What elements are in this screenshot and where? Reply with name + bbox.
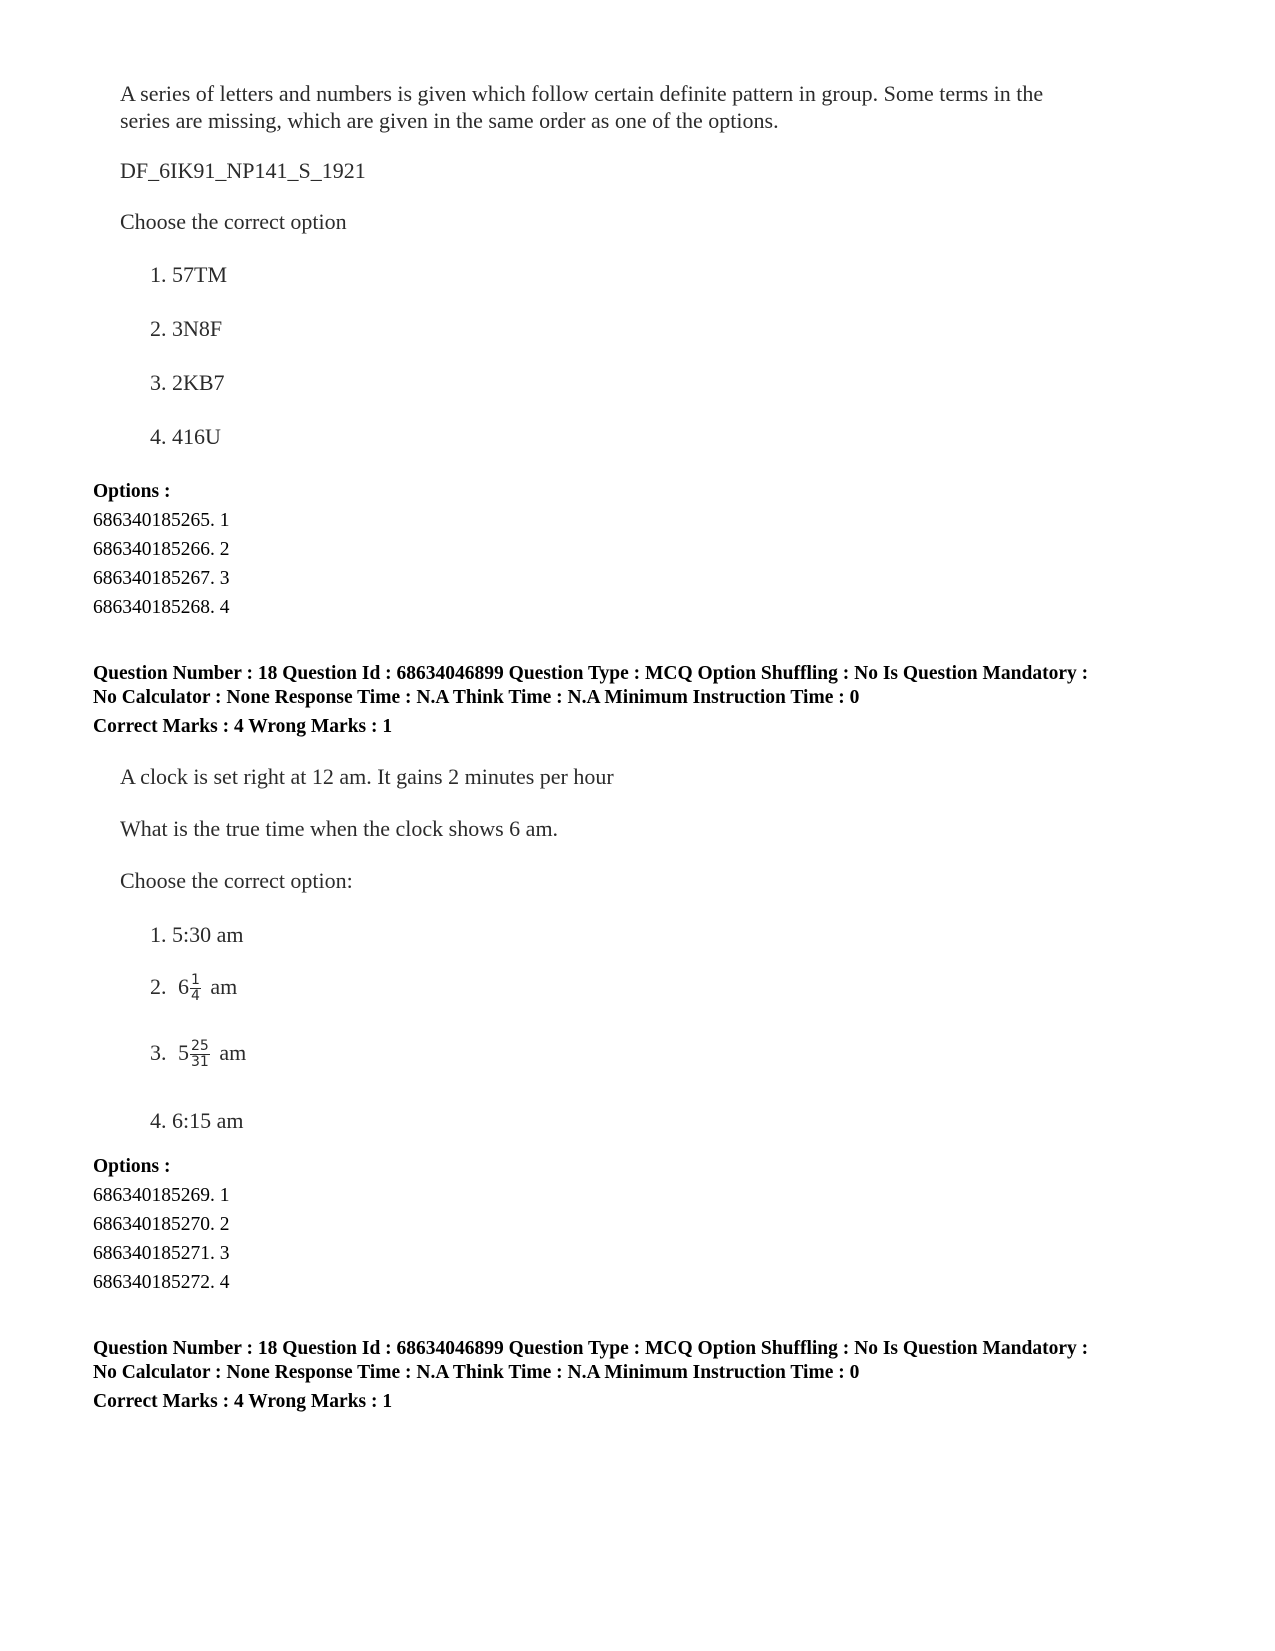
- meta-marks: Correct Marks : 4 Wrong Marks : 1: [93, 1391, 393, 1412]
- question-1-stem-line-2: series are missing, which are given in the same order as one of the options.: [120, 108, 779, 133]
- meta-line-1: Question Number : 18 Question Id : 68634046899 Question Type : MCQ Option Shuffling : No Is Question Mandatory :: [93, 663, 1089, 684]
- choice-3-number: 3.: [150, 1040, 167, 1065]
- question-1-prompt: Choose the correct option: [120, 209, 347, 234]
- fraction-numerator: 1: [191, 972, 200, 989]
- question-1-stem-line-1: A series of letters and numbers is given which follow certain definite pattern in group. Some terms in the: [120, 81, 1044, 106]
- question-2-choice-1: 1. 5:30 am: [150, 922, 244, 947]
- choice-2-fraction: [190, 973, 201, 1004]
- question-meta-2: [93, 1337, 1088, 1414]
- option-item: 686340185271. 3: [93, 1243, 230, 1264]
- question-1-choice-4: 4. 416U: [150, 424, 221, 449]
- fraction-denominator: 31: [191, 1054, 209, 1071]
- choice-3-suffix: am: [219, 1040, 247, 1065]
- question-2-choice-4: 4. 6:15 am: [150, 1108, 244, 1133]
- question-1-choice-3: 3. 2KB7: [150, 370, 225, 395]
- meta-line-2: No Calculator : None Response Time : N.A Think Time : N.A Minimum Instruction Time : 0: [93, 1362, 860, 1383]
- question-2-stem-line-1: A clock is set right at 12 am. It gains 2 minutes per hour: [120, 764, 614, 789]
- options-header: Options :: [93, 481, 171, 502]
- question-2-choice-2: [150, 973, 237, 1004]
- choice-2-suffix: am: [210, 974, 238, 999]
- option-item: 686340185266. 2: [93, 539, 230, 560]
- meta-line-1: Question Number : 18 Question Id : 68634046899 Question Type : MCQ Option Shuffling : No Is Question Mandatory :: [93, 1338, 1089, 1359]
- question-2-prompt: Choose the correct option:: [120, 868, 353, 893]
- question-2-stem-line-2: What is the true time when the clock shows 6 am.: [120, 816, 559, 841]
- fraction-denominator: 4: [191, 988, 200, 1005]
- fraction-numerator: 25: [191, 1038, 209, 1055]
- question-1-series: DF_6IK91_NP141_S_1921: [120, 158, 366, 183]
- option-item: 686340185267. 3: [93, 568, 230, 589]
- question-2-options: [93, 1152, 230, 1297]
- choice-3-fraction: [190, 1039, 210, 1070]
- option-item: 686340185272. 4: [93, 1272, 230, 1293]
- meta-marks: Correct Marks : 4 Wrong Marks : 1: [93, 716, 393, 737]
- options-header: Options :: [93, 1156, 171, 1177]
- meta-line-2: No Calculator : None Response Time : N.A Think Time : N.A Minimum Instruction Time : 0: [93, 687, 860, 708]
- question-1-choice-1: 1. 57TM: [150, 262, 227, 287]
- choice-3-whole: 5: [178, 1040, 189, 1065]
- question-2-choice-3: [150, 1039, 246, 1070]
- option-item: 686340185268. 4: [93, 597, 230, 618]
- option-item: 686340185265. 1: [93, 510, 230, 531]
- choice-2-whole: 6: [178, 974, 189, 999]
- question-1-choice-2: 2. 3N8F: [150, 316, 223, 341]
- option-item: 686340185270. 2: [93, 1214, 230, 1235]
- question-meta-1: [93, 662, 1088, 739]
- option-item: 686340185269. 1: [93, 1185, 230, 1206]
- question-1-options: [93, 477, 230, 622]
- choice-2-number: 2.: [150, 974, 167, 999]
